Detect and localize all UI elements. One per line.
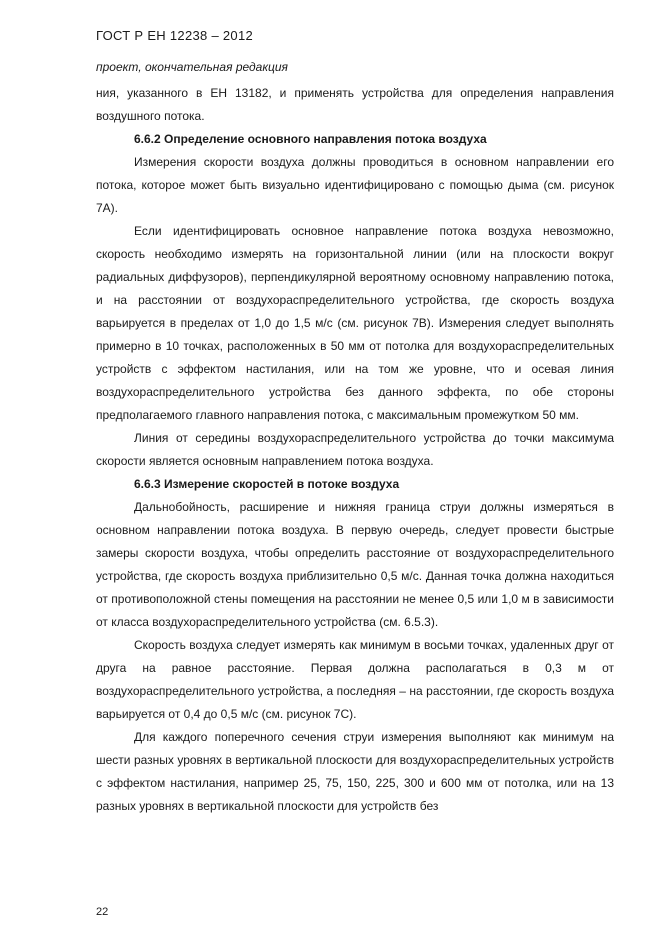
section-heading-6-6-2: 6.6.2 Определение основного направления потока воздуха — [134, 132, 487, 146]
paragraph: Дальнобойность, расширение и нижняя граница струи должны измеряться в основном направлении потока воздуха. В первую очередь, следует провести быстрые замеры скорости воздуха, чтобы определить расстояние от воздухораспределительного устройства, где скорость воздуха приблизительно 0,5 м/с. Данная точка должна находиться от противоположной стены помещения на расстоянии не менее 0,5 или 1,0 м в зависимости от класса воздухораспределительного устройства (см. 6.5.3). — [96, 500, 614, 629]
page-number: 22 — [96, 906, 109, 918]
paragraph: Для каждого поперечного сечения струи измерения выполняют как минимум на шести разных уровнях в вертикальной плоскости для воздухораспределительных устройств с эффектом настилания, например 25, 75, 150, 225, 300 и 600 мм от потолка, или на 13 разных уровнях в вертикальной плоскости для устройств без — [96, 730, 614, 813]
standard-designation: ГОСТ Р ЕН 12238 – 2012 — [96, 28, 254, 43]
edition-note: проект, окончательная редакция — [96, 60, 288, 74]
paragraph: Если идентифицировать основное направление потока воздуха невозможно, скорость необходимо измерять на горизонтальной линии (или на плоскости вокруг радиальных диффузоров), перпендикулярной вероятному основному направлению потока, и на расстоянии от воздухораспределительного устройства, где скорость воздуха варьируется в пределах от 1,0 до 1,5 м/с (см. рисунок 7В). Измерения следует выполнять примерно в 10 точках, расположенных в 50 мм от потолка для воздухораспределительных устройств с эффектом настилания, или на том же уровне, что и осевая линия воздухораспределительного устройства без данного эффекта, по обе стороны предполагаемого главного направления потока, с максимальным промежутком 50 мм. — [96, 224, 614, 422]
document-body — [96, 82, 614, 818]
section-heading-6-6-3: 6.6.3 Измерение скоростей в потоке воздуха — [134, 477, 400, 491]
paragraph: Скорость воздуха следует измерять как минимум в восьми точках, удаленных друг от друга на равное расстояние. Первая должна располагаться в 0,3 м от воздухораспределительного устройства, а последняя – на расстоянии, где скорость воздуха варьируется от 0,4 до 0,5 м/с (см. рисунок 7С). — [96, 638, 614, 721]
paragraph: Измерения скорости воздуха должны проводиться в основном направлении его потока, которое может быть визуально идентифицировано с помощью дыма (см. рисунок 7А). — [96, 155, 614, 215]
paragraph: Линия от середины воздухораспределительного устройства до точки максимума скорости является основным направлением потока воздуха. — [96, 431, 614, 468]
paragraph-continuation: ния, указанного в ЕН 13182, и применять устройства для определения направления воздушного потока. — [96, 86, 614, 123]
